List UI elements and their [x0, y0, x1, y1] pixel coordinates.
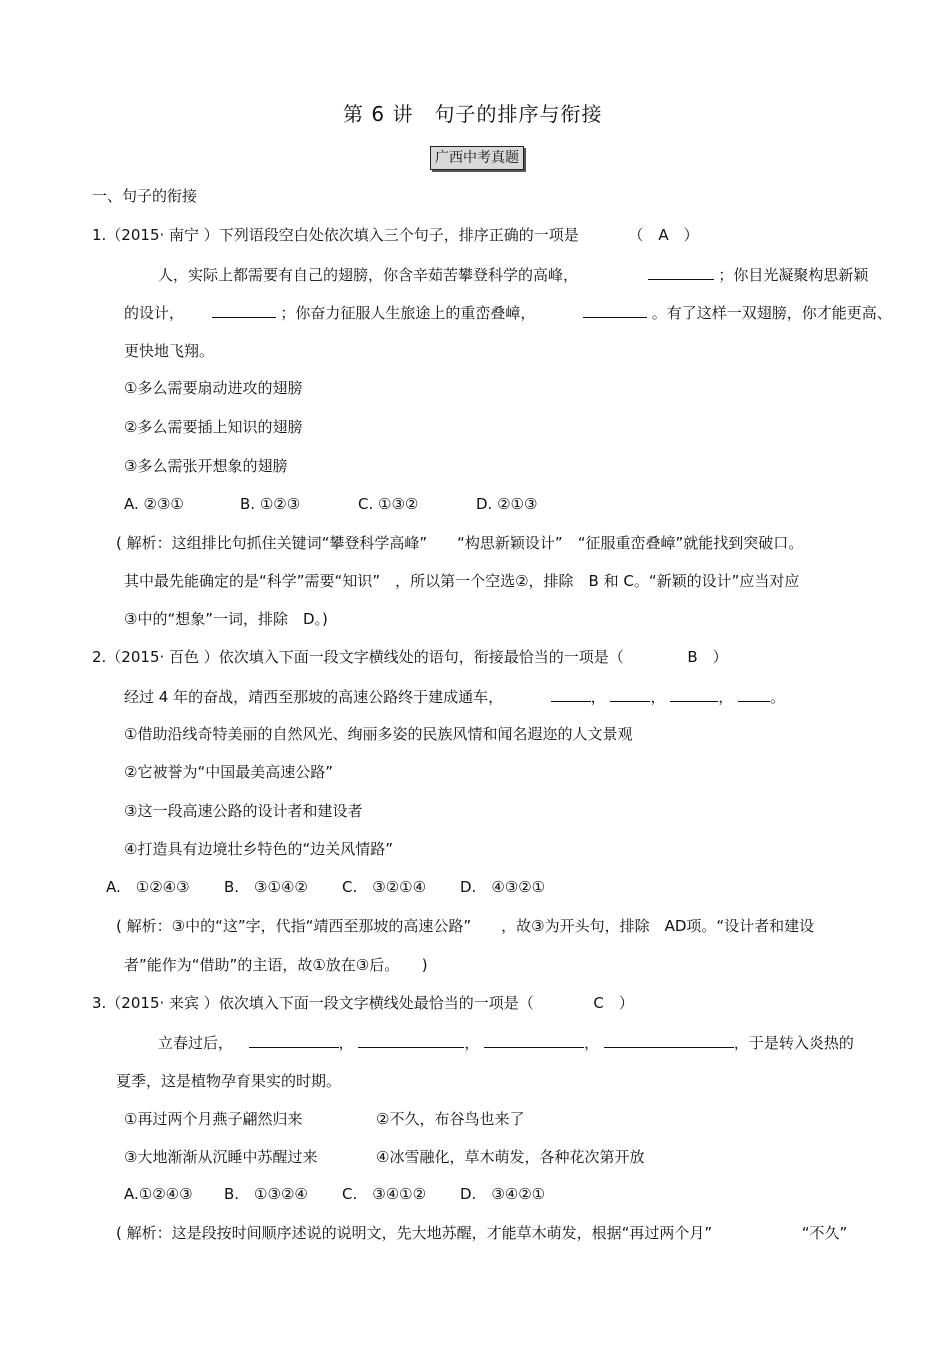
- q2-choice-d: D. ④③②①: [460, 878, 546, 896]
- q2-explanation-2: 者”能作为“借助”的主语，故①放在③后。 ): [124, 956, 428, 974]
- q3-explanation-1: [116, 1223, 847, 1243]
- q1-passage-text: 。有了这样一双翅膀，你才能更高、: [651, 304, 892, 322]
- q1-explanation-2: 其中最先能确定的是“科学”需要“知识” ，所以第一个空选②，排除 B 和 C。“新颖的设计”应当对应: [124, 572, 800, 590]
- q3-choice-c: C. ③④①②: [342, 1185, 427, 1203]
- q1-choice-a: A. ②③①: [124, 495, 184, 513]
- q3-answer: C ）: [593, 994, 634, 1012]
- q2-passage-line1: 经过 4 年的奋战，靖西至那坡的高速公路终于建成通车， ， ， ， 。: [124, 688, 786, 706]
- q2-choice-a: A. ①②④③: [106, 878, 190, 896]
- q3-option-3: ③大地渐渐从沉睡中苏醒过来: [124, 1148, 318, 1166]
- q1-head: 1.（2015· 南宁 ）下列语段空白处依次填入三个句子，排序正确的一项是: [92, 226, 579, 244]
- q1-passage-line3: 更快地飞翔。: [124, 342, 215, 360]
- q2-option-1: ①借助沿线奇特美丽的自然风光、绚丽多姿的民族风情和闻名遐迩的人文景观: [124, 725, 633, 743]
- q3-option-2: ②不久，布谷鸟也来了: [376, 1110, 525, 1128]
- q1-choice-d: D. ②①③: [476, 495, 538, 513]
- q3-blank-4: [604, 1032, 734, 1048]
- q1-option-3: ③多么需张开想象的翅膀: [124, 457, 288, 475]
- q2-choice-c: C. ③②①④: [342, 878, 427, 896]
- q1-passage-text: ；你奋力征服人生旅途上的重峦叠嶂，: [280, 304, 536, 322]
- q3-explanation-text: ( 解析：这是段按时间顺序述说的说明文，先大地苏醒，才能草木萌发，根据“再过两个月”: [116, 1224, 713, 1242]
- q3-choice-a: A.①②④③: [124, 1185, 193, 1203]
- q1-choice-b: B. ①②③: [240, 495, 301, 513]
- q1-blank-2: [212, 302, 276, 318]
- q1-answer: （ A ）: [628, 226, 699, 244]
- q1-option-1: ①多么需要扇动进攻的翅膀: [124, 379, 303, 397]
- q3-blank-1: [249, 1032, 339, 1048]
- section-badge: 广西中考真题: [430, 146, 524, 170]
- q3-choice-b: B. ①③②④: [224, 1185, 308, 1203]
- q3-choice-d: D. ③④②①: [460, 1185, 546, 1203]
- q2-option-4: ④打造具有边境壮乡特色的“边关风情路”: [124, 840, 393, 858]
- q3-passage-text: 立春过后，: [158, 1034, 234, 1052]
- q1-passage-text: ；你目光凝聚构思新颖: [718, 266, 869, 284]
- q2-option-3: ③这一段高速公路的设计者和建设者: [124, 802, 363, 820]
- q2-choice-b: B. ③①④②: [224, 878, 308, 896]
- q1-stem: [92, 225, 699, 245]
- q3-passage-text: ，于是转入炎热的: [733, 1034, 854, 1052]
- q1-blank-1: [648, 264, 714, 280]
- q2-blank-1: [551, 686, 591, 702]
- q2-explanation-1: ( 解析：③中的“这”字，代指“靖西至那坡的高速公路” ，故③为开头句，排除 AD项。“设计者和建设: [116, 917, 815, 935]
- q3-blank-2: [358, 1032, 464, 1048]
- q3-option-4: ④冰雪融化，草木萌发，各种花次第开放: [376, 1148, 645, 1166]
- q3-stem: [92, 993, 634, 1013]
- q1-passage-line1: [158, 264, 868, 285]
- q3-head: 3.（2015· 来宾 ）依次填入下面一段文字横线处最恰当的一项是（: [92, 994, 534, 1012]
- q2-option-2: ②它被誉为“中国最美高速公路”: [124, 763, 333, 781]
- q3-passage-line1: 立春过后， ， ， ， ，于是转入炎热的: [158, 1034, 854, 1052]
- q3-option-1: ①再过两个月燕子翩然归来: [124, 1110, 303, 1128]
- q1-choice-c: C. ①③②: [358, 495, 419, 513]
- page-title: 第 6 讲 句子的排序与衔接: [343, 102, 603, 126]
- q2-blank-4: [738, 686, 770, 702]
- q3-passage-line2: 夏季，这是植物孕育果实的时期。: [116, 1072, 342, 1090]
- q1-explanation-1: ( 解析：这组排比句抓住关键词“攀登科学高峰” “构思新颖设计” “征服重峦叠嶂”就能找到突破口。: [116, 534, 804, 552]
- q1-passage-line2: [124, 302, 892, 323]
- q2-stem: [92, 647, 728, 667]
- q1-option-2: ②多么需要插上知识的翅膀: [124, 418, 303, 436]
- q1-blank-3: [583, 302, 647, 318]
- q2-answer: B ）: [687, 648, 728, 666]
- q1-passage-text: 人，实际上都需要有自己的翅膀，你含辛茹苦攀登科学的高峰，: [158, 266, 579, 284]
- q2-blank-2: [610, 686, 650, 702]
- q2-passage-text: 经过 4 年的奋战，靖西至那坡的高速公路终于建成通车，: [124, 688, 504, 706]
- q3-explanation-text: “不久”: [801, 1224, 848, 1242]
- q2-head: 2.（2015· 百色 ）依次填入下面一段文字横线处的语句，衔接最恰当的一项是（: [92, 648, 624, 666]
- q1-explanation-3: ③中的“想象”一词，排除 D。): [124, 610, 328, 628]
- q2-blank-3: [670, 686, 718, 702]
- q3-blank-3: [484, 1032, 584, 1048]
- section-heading: 一、句子的衔接: [92, 187, 198, 205]
- q1-passage-text: 的设计，: [124, 304, 185, 322]
